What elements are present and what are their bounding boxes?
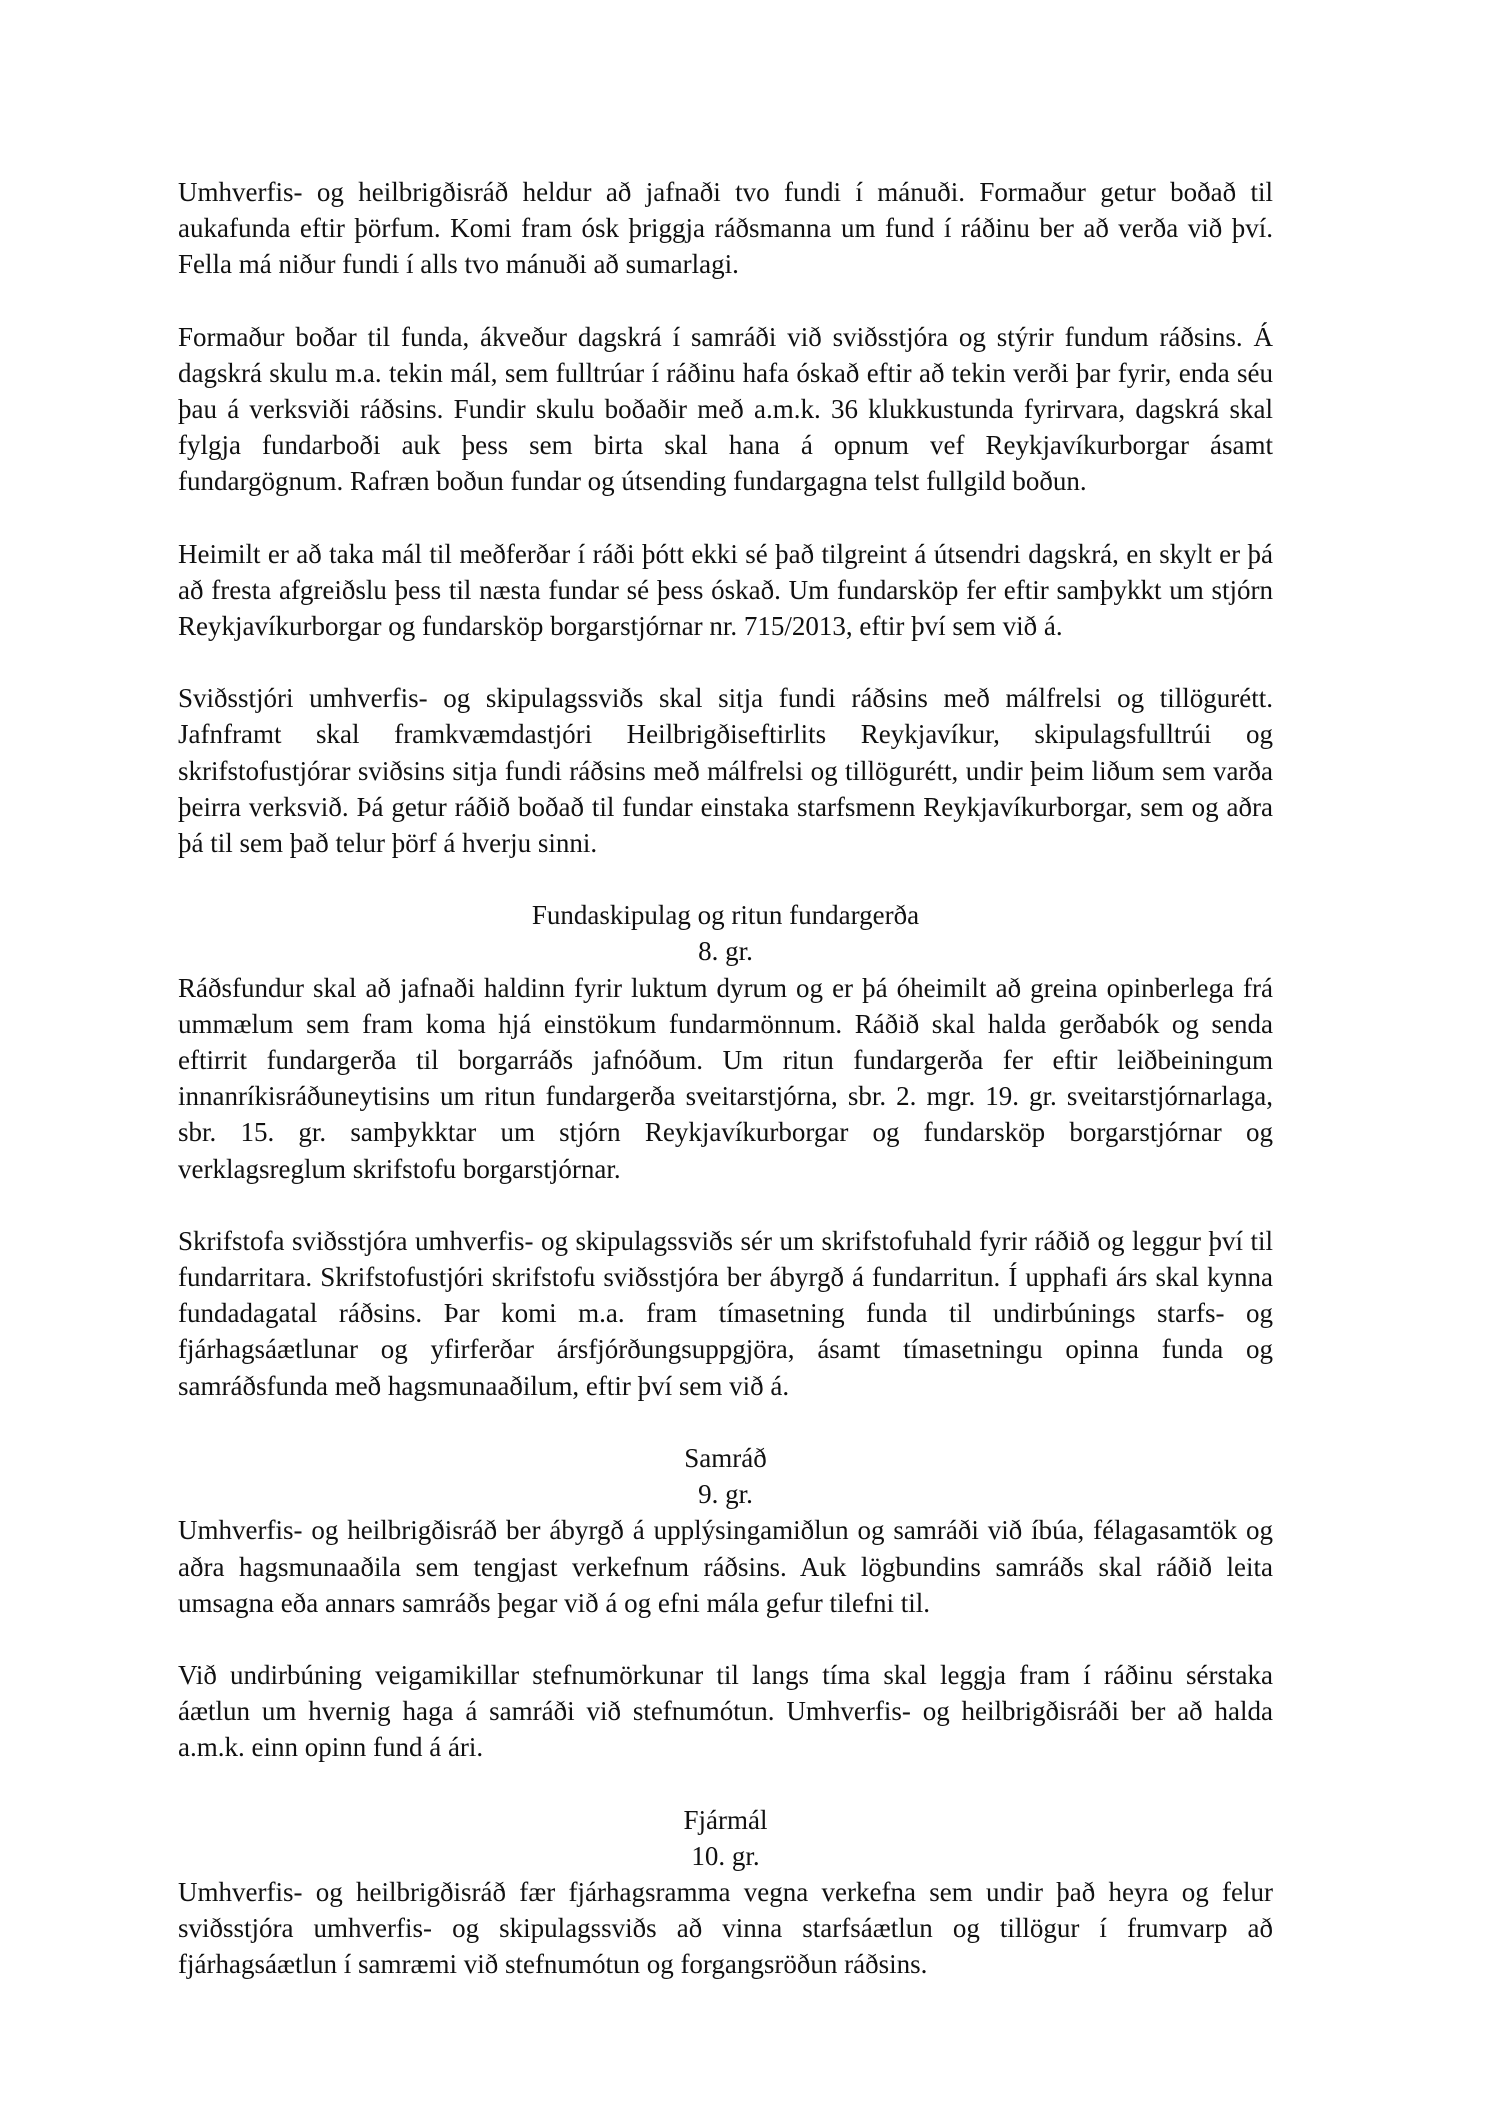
intro-paragraph-1: Umhverfis- og heilbrigðisráð heldur að jafnaði tvo fundi í mánuði. Formaður getur boðað til aukafunda eftir þörfum. Komi fram ósk þriggja ráðsmanna um fund í ráðinu ber að verða við því. Fella má niður fundi í alls tvo mánuði að sumarlagi.	[178, 177, 1273, 280]
section-8	[178, 897, 1273, 1404]
section-number: 10. gr.	[691, 1840, 760, 1871]
section-paragraph: Ráðsfundur skal að jafnaði haldinn fyrir luktum dyrum og er þá óheimilt að greina opinberlega frá ummælum sem fram koma hjá einstökum fundarmönnum. Ráðið skal halda gerðabók og senda eftirrit fundargerða til borgarráðs jafnóðum. Um ritun fundargerða fer eftir leiðbeiningum innanríkisráðuneytisins um ritun fundargerða sveitarstjórna, sbr. 2. mgr. 19. gr. sveitarstjórnarlaga, sbr. 15. gr. samþykktar um stjórn Reykjavíkurborgar og fundarsköp borgarstjórnar og verklagsreglum skrifstofu borgarstjórnar.	[178, 972, 1273, 1184]
document-page	[178, 174, 1273, 2019]
section-number: 9. gr.	[698, 1479, 753, 1510]
section-9	[178, 1440, 1273, 1766]
section-title: Fjármál	[683, 1804, 768, 1835]
section-title: Samráð	[684, 1442, 767, 1473]
section-paragraph: Skrifstofa sviðsstjóra umhverfis- og skipulagssviðs sér um skrifstofuhald fyrir ráðið og leggur því til fundarritara. Skrifstofustjóri skrifstofu sviðsstjóra ber ábyrgð á fundarritun. Í upphafi árs skal kynna fundadagatal ráðsins. Þar komi m.a. fram tímasetning funda til undirbúnings starfs- og fjárhagsáætlunar og yfirferðar ársfjórðungsuppgjöra, ásamt tímasetningu opinna funda og samráðsfunda með hagsmunaaðilum, eftir því sem við á.	[178, 1225, 1273, 1401]
section-10	[178, 1802, 1273, 1983]
section-title: Fundaskipulag og ritun fundargerða	[531, 900, 920, 931]
section-paragraph: Umhverfis- og heilbrigðisráð ber ábyrgð á upplýsingamiðlun og samráði við íbúa, félagasamtök og aðra hagsmunaaðila sem tengjast verkefnum ráðsins. Auk lögbundins samráðs skal ráðið leita umsagna eða annars samráðs þegar við á og efni mála gefur tilefni til.	[178, 1515, 1273, 1618]
intro-paragraph-3: Heimilt er að taka mál til meðferðar í ráði þótt ekki sé það tilgreint á útsendri dagskrá, en skylt er þá að fresta afgreiðslu þess til næsta fundar sé þess óskað. Um fundarsköp fer eftir samþykkt um stjórn Reykjavíkurborgar og fundarsköp borgarstjórnar nr. 715/2013, eftir því sem við á.	[178, 538, 1273, 642]
section-number: 8. gr.	[698, 936, 753, 967]
intro-paragraph-2: Formaður boðar til funda, ákveður dagskrá í samráði við sviðsstjóra og stýrir fundum ráðsins. Á dagskrá skulu m.a. tekin mál, sem fulltrúar í ráðinu hafa óskað eftir að tekin verði þar fyrir, enda séu þau á verksviði ráðsins. Fundir skulu boðaðir með a.m.k. 36 klukkustunda fyrirvara, dagskrá skal fylgja fundarboði auk þess sem birta skal hana á opnum vef Reykjavíkurborgar ásamt fundargögnum. Rafræn boðun fundar og útsending fundargagna telst fullgild boðun.	[178, 321, 1273, 497]
intro-paragraph-4: Sviðsstjóri umhverfis- og skipulagssviðs skal sitja fundi ráðsins með málfrelsi og tillögurétt. Jafnframt skal framkvæmdastjóri Heilbrigðiseftirlits Reykjavíkur, skipulagsfulltrúi og skrifstofustjórar sviðsins sitja fundi ráðsins með málfrelsi og tillögurétt, undir þeim liðum sem varða þeirra verksvið. Þá getur ráðið boðað til fundar einstaka starfsmenn Reykjavíkurborgar, sem og aðra þá til sem það telur þörf á hverju sinni.	[178, 683, 1273, 859]
section-paragraph: Umhverfis- og heilbrigðisráð fær fjárhagsramma vegna verkefna sem undir það heyra og felur sviðsstjóra umhverfis- og skipulagssviðs að vinna starfsáætlun og tillögur í frumvarp að fjárhagsáætlun í samræmi við stefnumótun og forgangsröðun ráðsins.	[178, 1876, 1273, 1980]
section-paragraph: Við undirbúning veigamikillar stefnumörkunar til langs tíma skal leggja fram í ráðinu sérstaka áætlun um hvernig haga á samráði við stefnumótun. Umhverfis- og heilbrigðisráði ber að halda a.m.k. einn opinn fund á ári.	[178, 1659, 1273, 1763]
